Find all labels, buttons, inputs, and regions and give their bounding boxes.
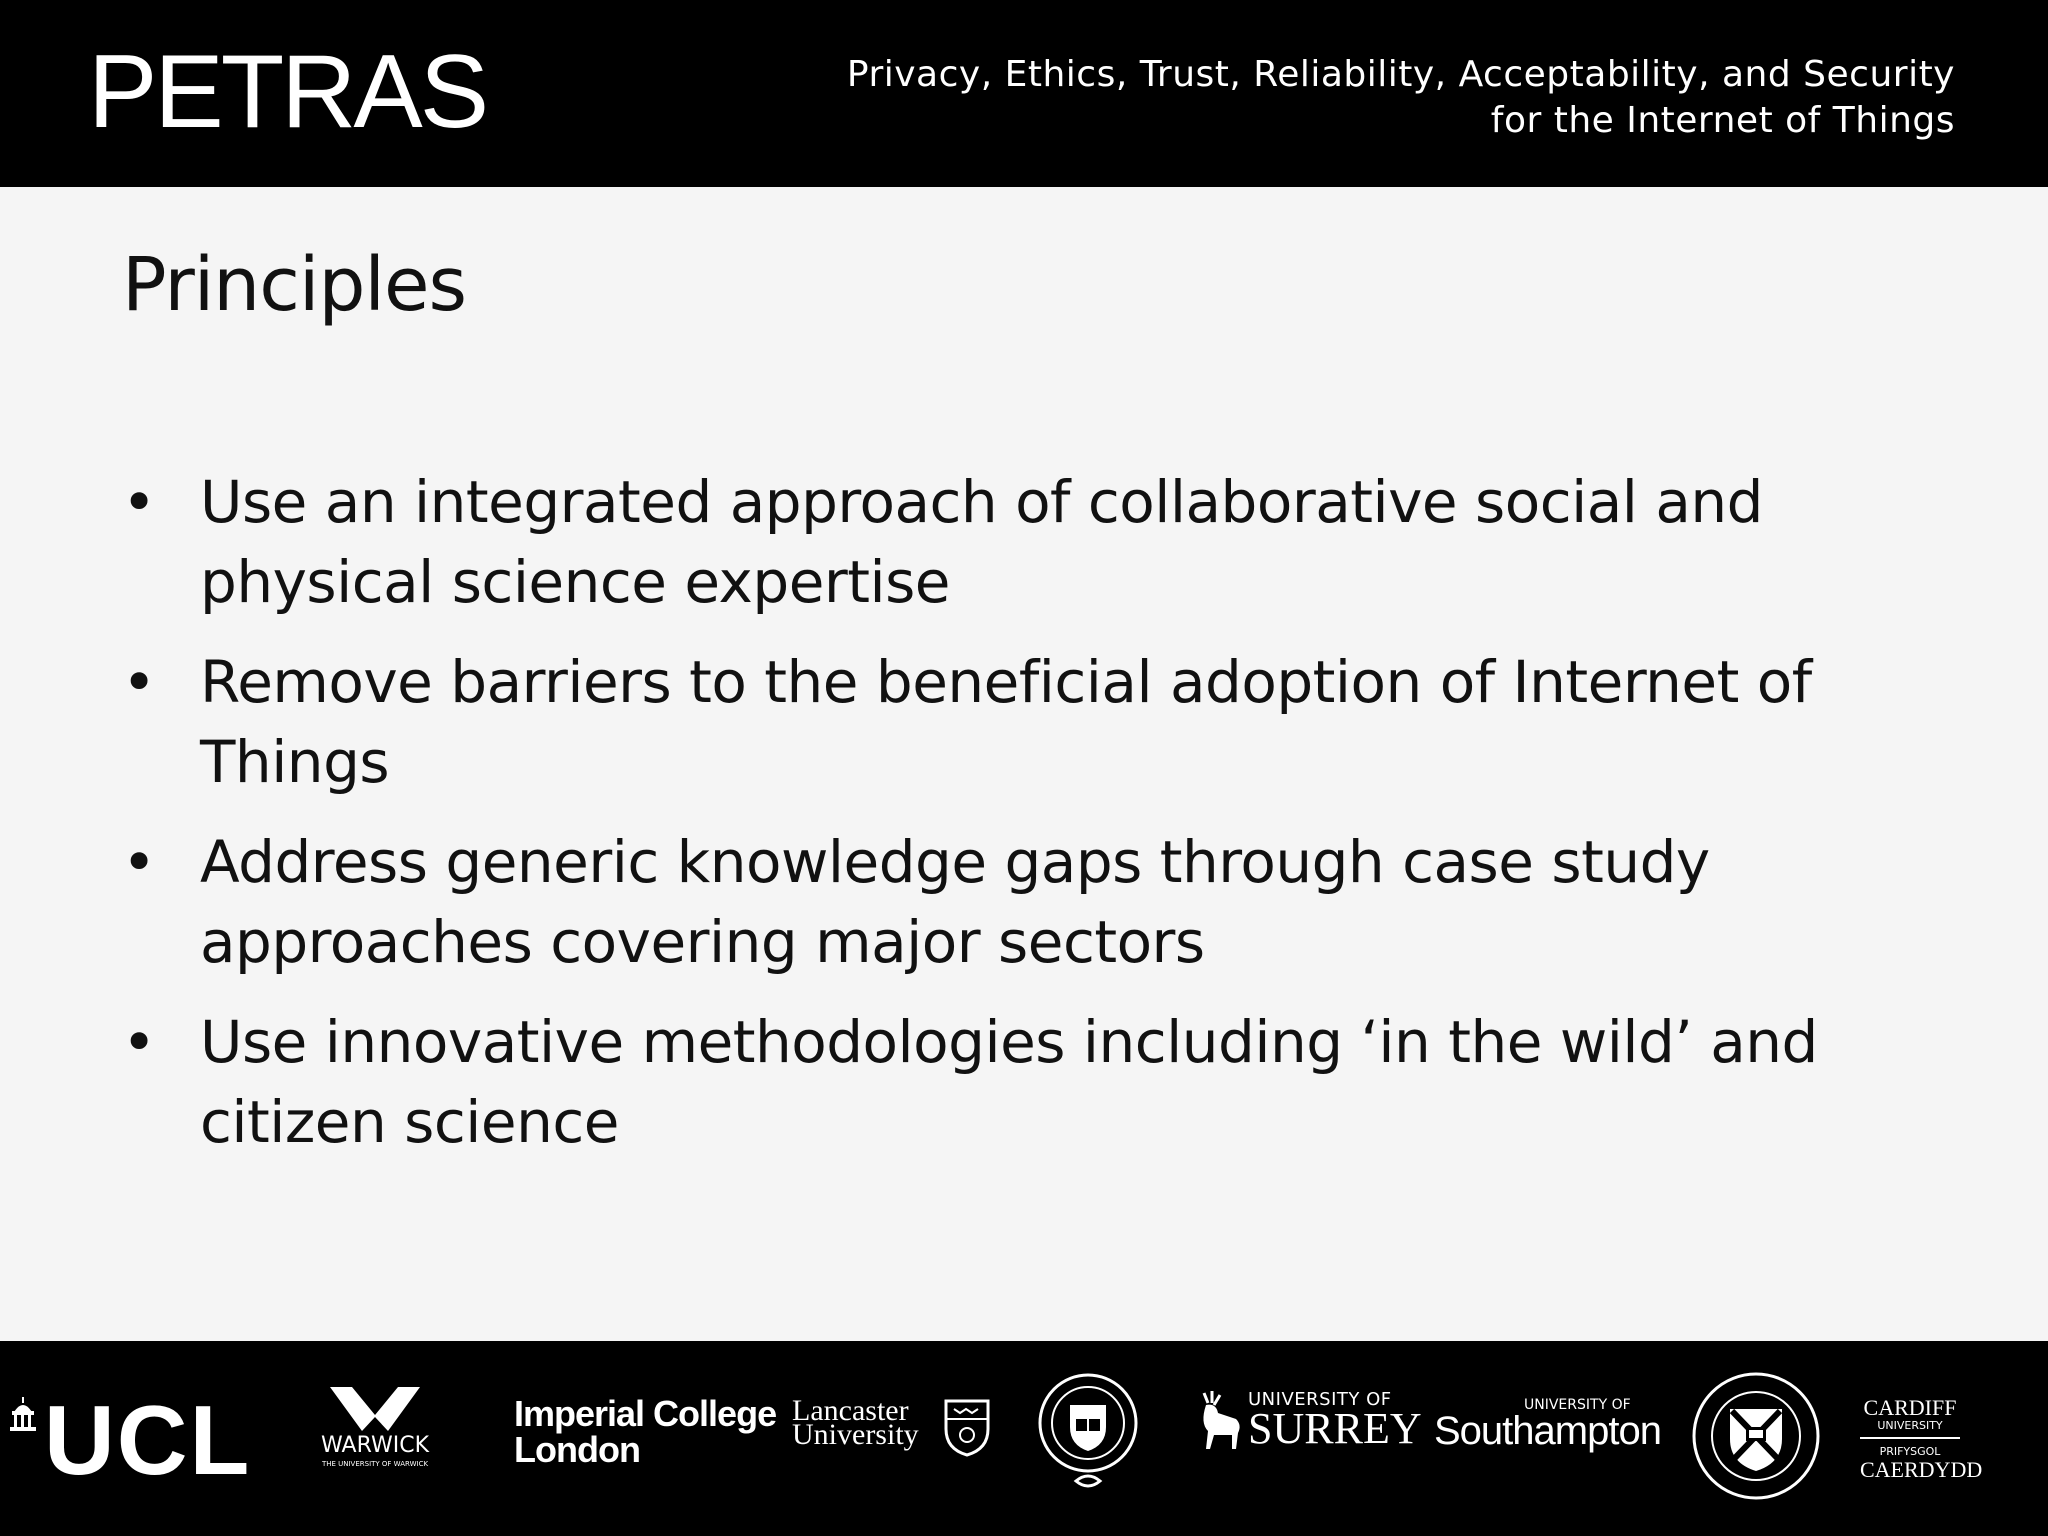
tagline-line-1: Privacy, Ethics, Trust, Reliability, Acceptability, and Security: [846, 54, 1955, 95]
southampton-small-text: UNIVERSITY OF: [1524, 1397, 1631, 1413]
lancaster-line-2: University: [792, 1418, 919, 1451]
bullet-item: [122, 1002, 1822, 1162]
partner-logos-footer: [0, 1341, 2048, 1536]
cardiff-line-3: PRIFYSGOL: [1879, 1445, 1941, 1458]
ucl-logo: [8, 1385, 252, 1495]
warwick-wordmark: WARWICK: [320, 1433, 430, 1458]
cardiff-line-2: UNIVERSITY: [1860, 1419, 1960, 1439]
bullet-text: Remove barriers to the beneficial adoption of Internet of Things: [200, 648, 1812, 796]
bullet-text: Use innovative methodologies including ‘in the wild’ and citizen science: [200, 1008, 1818, 1156]
bullet-marker: •: [122, 1008, 156, 1076]
ucl-dome-icon: [8, 1395, 38, 1435]
slide-header: [0, 0, 2048, 187]
edinburgh-seal-logo: [1688, 1361, 1824, 1515]
header-tagline: [847, 52, 1955, 144]
imperial-line-1: Imperial College: [514, 1393, 777, 1434]
bullet-item: [122, 462, 1822, 622]
surrey-stag-icon: [1190, 1389, 1244, 1453]
surrey-small-text: UNIVERSITY OF: [1248, 1389, 1392, 1410]
lancaster-crest-icon: [944, 1399, 990, 1457]
bullet-text: Address generic knowledge gaps through case study approaches covering major sectors: [200, 828, 1710, 976]
tagline-line-2: for the Internet of Things: [1490, 100, 1955, 141]
ucl-wordmark: UCL: [44, 1385, 252, 1495]
bullet-marker: •: [122, 648, 156, 716]
lancaster-logo: [792, 1394, 919, 1451]
oxford-seal-logo: [1036, 1369, 1140, 1501]
cardiff-line-4: CAERDYDD: [1860, 1457, 1983, 1482]
edinburgh-crest-icon: [1688, 1361, 1824, 1511]
bullet-text: Use an integrated approach of collaborative social and physical science expertise: [200, 468, 1763, 616]
southampton-wordmark: Southampton: [1434, 1409, 1661, 1453]
surrey-wordmark: SURREY: [1248, 1404, 1422, 1453]
cardiff-logo: [1860, 1395, 1983, 1482]
bullet-item: [122, 822, 1822, 982]
cardiff-line-1: CARDIFF: [1863, 1395, 1957, 1420]
bullet-list: [122, 462, 1822, 1182]
oxford-crest-icon: [1036, 1369, 1140, 1497]
slide-title: Principles: [122, 242, 467, 328]
imperial-logo: [514, 1393, 777, 1470]
warwick-w-icon: [330, 1387, 420, 1431]
bullet-item: [122, 642, 1822, 802]
imperial-line-2: London: [514, 1429, 640, 1470]
bullet-marker: •: [122, 468, 156, 536]
lancaster-line-1: Lancaster: [792, 1394, 909, 1427]
warwick-logo: [310, 1387, 440, 1468]
warwick-subtitle: THE UNIVERSITY OF WARWICK: [321, 1460, 429, 1468]
petras-logo: PETRAS: [88, 34, 487, 150]
bullet-marker: •: [122, 828, 156, 896]
